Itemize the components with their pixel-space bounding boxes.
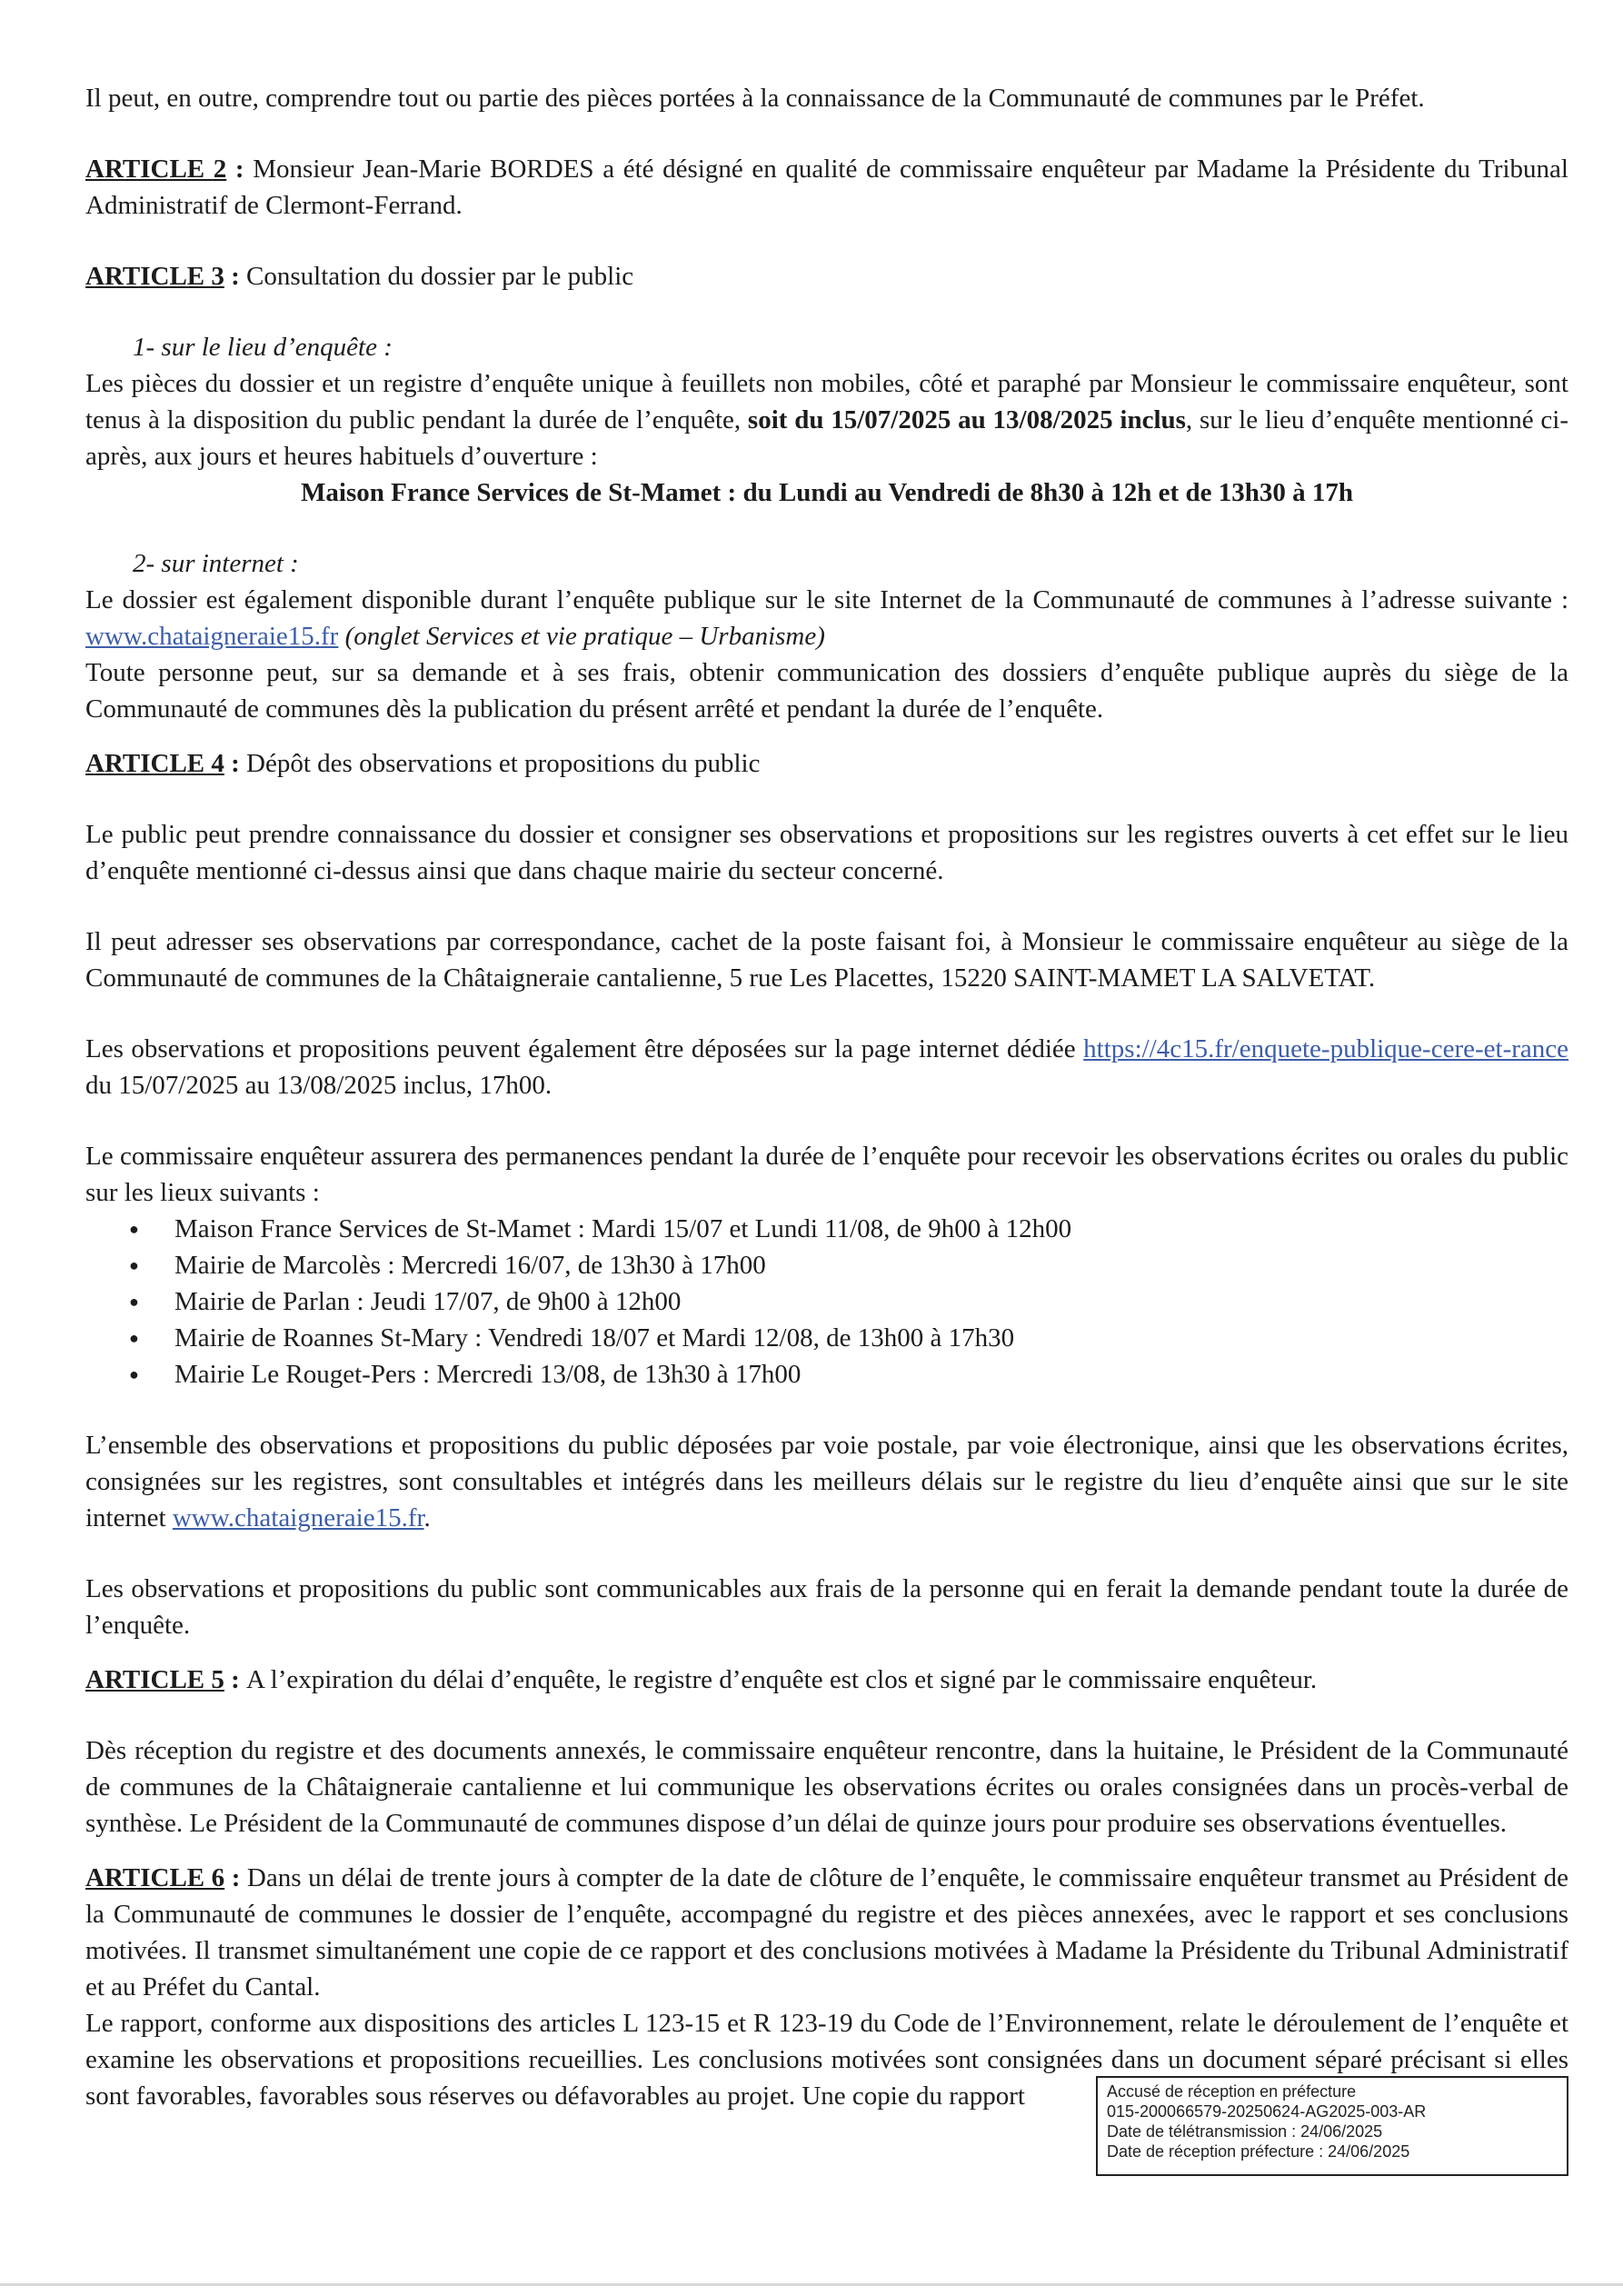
article-4-para1: Le public peut prendre connaissance du dossier et consigner ses observations et propositions sur les registres ouverts à cet effet sur le lieu d’enquête mentionné ci-dessus ainsi que dans chaque mairie du secteur concerné.: [85, 820, 1568, 885]
article-3-sub1: 1- sur le lieu d’enquête :: [133, 333, 393, 362]
article-6-heading: ARTICLE 6: [85, 1863, 225, 1892]
article-6-text: Dans un délai de trente jours à compter de la date de clôture de l’enquête, le commissaire enquêteur transmet au Président de la Communauté de communes le dossier de l’enquête, accompagné du registre et des pièces annexées, avec le rapport et ses conclusions motivées. Il transmet simultanément une copie de ce rapport et des conclusions motivées à Madame la Présidente du Tribunal Administratif et au Préfet du Cantal.: [85, 1863, 1568, 2002]
article-4-para3: Les observations et propositions peuvent également être déposées sur la page internet dédiée https://4c15.fr/enquete-publique-cere-et-rance du 15/07/2025 au 13/08/2025 inclus, 17h00.: [85, 1034, 1568, 1100]
document-page: [85, 80, 1568, 2114]
article-4-para4: Le commissaire enquêteur assurera des permanences pendant la durée de l’enquête pour recevoir les observations écrites ou orales du public sur les lieux suivants :: [85, 1142, 1568, 1207]
article-3: ARTICLE 3 : Consultation du dossier par le public: [85, 262, 634, 291]
list-item: ● Mairie Le Rouget-Pers : Mercredi 13/08, de 13h30 à 17h00: [129, 1356, 1568, 1393]
article-6-para2: Le rapport, conforme aux dispositions des articles L 123-15 et R 123-19 du Code de l’Environnement, relate le déroulement de l’enquête et examine les observations et propositions recueillies. Les conclusions motivées sont consignées dans un document séparé précisant si elles sont favorables, favorables sous réserves ou défavorables au projet. Une copie du rapport: [85, 2009, 1568, 2111]
stamp-line-3: Date de télétransmission : 24/06/2025: [1107, 2122, 1383, 2141]
article-5-text: A l’expiration du délai d’enquête, le registre d’enquête est clos et signé par le commissaire enquêteur.: [246, 1665, 1318, 1694]
article-2-heading: ARTICLE 2: [85, 155, 227, 184]
list-item: ● Maison France Services de St-Mamet : Mardi 15/07 et Lundi 11/08, de 9h00 à 12h00: [129, 1211, 1568, 1247]
prefecture-receipt-stamp: [1096, 2076, 1568, 2176]
enquete-link[interactable]: https://4c15.fr/enquete-publique-cere-et-rance: [1083, 1034, 1568, 1063]
list-item: ● Mairie de Marcolès : Mercredi 16/07, de 13h30 à 17h00: [129, 1247, 1568, 1283]
intro-paragraph: Il peut, en outre, comprendre tout ou partie des pièces portées à la connaissance de la Communauté de communes par le Préfet.: [85, 84, 1425, 113]
article-4-heading: ARTICLE 4: [85, 749, 224, 778]
article-3-heading: ARTICLE 3: [85, 262, 224, 291]
article-3-sub2: 2- sur internet :: [133, 549, 299, 578]
opening-hours: Maison France Services de St-Mamet : du Lundi au Vendredi de 8h30 à 12h et de 13h30 à 17h: [301, 478, 1353, 507]
article-4-title: Dépôt des observations et propositions du public: [246, 749, 761, 778]
website-link-2[interactable]: www.chataigneraie15.fr: [172, 1503, 424, 1532]
list-item: ● Mairie de Parlan : Jeudi 17/07, de 9h00 à 12h00: [129, 1283, 1568, 1320]
article-6: ARTICLE 6 : Dans un délai de trente jours à compter de la date de clôture de l’enquête, le commissaire enquêteur transmet au Président de la Communauté de communes le dossier de l’enquête, accompagné du registre et des pièces annexées, avec le rapport et ses conclusions motivées. Il transmet simultanément une copie de ce rapport et des conclusions motivées à Madame la Présidente du Tribunal Administratif et au Préfet du Cantal.: [85, 1863, 1568, 2002]
article-3-para2: Le dossier est également disponible durant l’enquête publique sur le site Internet de la Communauté de communes à l’adresse suivante : www.chataigneraie15.fr (onglet Services et vie pratique – Urbanisme): [85, 585, 1568, 651]
article-5: ARTICLE 5 : A l’expiration du délai d’enquête, le registre d’enquête est clos et signé par le commissaire enquêteur.: [85, 1665, 1318, 1694]
list-item: ● Mairie de Roannes St-Mary : Vendredi 18/07 et Mardi 12/08, de 13h00 à 17h30: [129, 1320, 1568, 1356]
stamp-line-4: Date de réception préfecture : 24/06/2025: [1107, 2142, 1410, 2161]
article-5-heading: ARTICLE 5: [85, 1665, 224, 1694]
stamp-line-1: Accusé de réception en préfecture: [1107, 2082, 1357, 2101]
article-4-para6: Les observations et propositions du public sont communicables aux frais de la personne qui en ferait la demande pendant toute la durée de l’enquête.: [85, 1574, 1568, 1640]
article-3-para1: Les pièces du dossier et un registre d’enquête unique à feuillets non mobiles, côté et paraphé par Monsieur le commissaire enquêteur, sont tenus à la disposition du public pendant la durée de l’enquête, soit du 15/07/2025 au 13/08/2025 inclus, sur le lieu d’enquête mentionné ci-après, aux jours et heures habituels d’ouverture :: [85, 369, 1568, 471]
enquete-dates: soit du 15/07/2025 au 13/08/2025 inclus: [747, 405, 1186, 434]
article-4: ARTICLE 4 : Dépôt des observations et propositions du public: [85, 749, 761, 778]
article-2: ARTICLE 2 : Monsieur Jean-Marie BORDES a été désigné en qualité de commissaire enquêteur par Madame la Présidente du Tribunal Administratif de Clermont-Ferrand.: [85, 155, 1568, 220]
stamp-line-2: 015-200066579-20250624-AG2025-003-AR: [1107, 2102, 1427, 2121]
article-4-para5: L’ensemble des observations et propositions du public déposées par voie postale, par voie électronique, ainsi que les observations écrites, consignées sur les registres, sont consultables et intégrés dans les meilleurs délais sur le registre du lieu d’enquête ainsi que sur le site internet www.chataigneraie15.fr.: [85, 1431, 1568, 1532]
article-4-para2: Il peut adresser ses observations par correspondance, cachet de la poste faisant foi, à Monsieur le commissaire enquêteur au siège de la Communauté de communes de la Châtaigneraie cantalienne, 5 rue Les Placettes, 15220 SAINT-MAMET LA SALVETAT.: [85, 927, 1568, 993]
article-3-title: Consultation du dossier par le public: [246, 262, 634, 291]
permanences-list: [85, 1211, 1568, 1393]
article-5-para2: Dès réception du registre et des documents annexés, le commissaire enquêteur rencontre, dans la huitaine, le Président de la Communauté de communes de la Châtaigneraie cantalienne et lui communique les observations écrites ou orales consignées dans un procès-verbal de synthèse. Le Président de la Communauté de communes dispose d’un délai de quinze jours pour produire ses observations éventuelles.: [85, 1736, 1568, 1838]
article-2-text: Monsieur Jean-Marie BORDES a été désigné en qualité de commissaire enquêteur par Madame la Présidente du Tribunal Administratif de Clermont-Ferrand.: [85, 155, 1568, 220]
website-link[interactable]: www.chataigneraie15.fr: [85, 622, 339, 651]
scan-edge-divider: [0, 2283, 1623, 2286]
article-3-para3: Toute personne peut, sur sa demande et à ses frais, obtenir communication des dossiers d’enquête publique auprès du siège de la Communauté de communes dès la publication du présent arrêté et pendant la durée de l’enquête.: [85, 658, 1568, 724]
